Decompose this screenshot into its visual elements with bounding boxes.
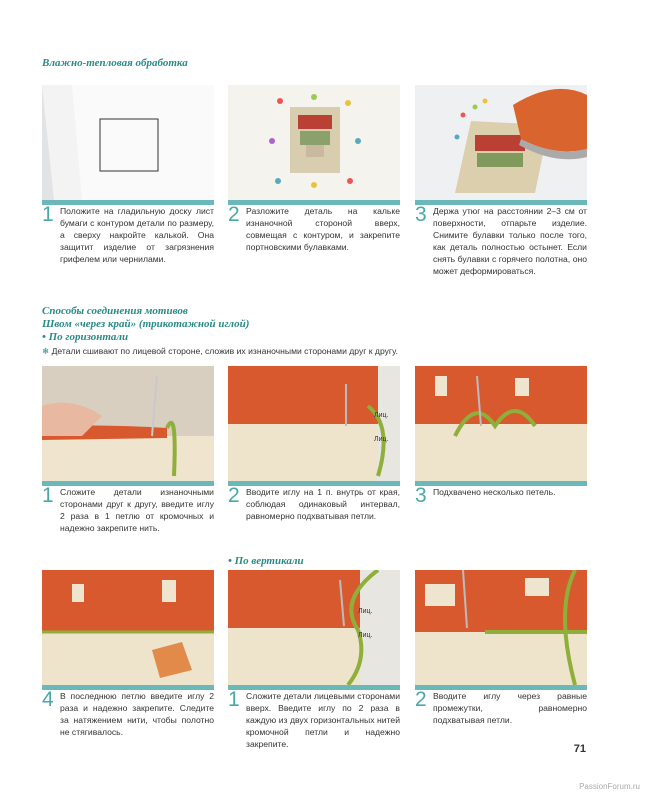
step-text: Подхвачено несколько петель. (433, 487, 556, 497)
step-text: Сложите детали изнаночными сторонами друг к другу, введите иглу 2 раза в 1 петлю от кромочных и надежно закрепите нить. (60, 487, 214, 533)
note-text: Детали сшивают по лицевой стороне, сложив их изнаночными сторонами друг к другу. (51, 346, 398, 356)
step-text: Держа утюг на расстоянии 2–3 см от поверхности, отпарьте изделие. Снимите булавки только после того, как деталь полностью остынет. Если снять булавки с горячего полотна, оно может деформироваться. (433, 206, 587, 276)
step-number: 1 (42, 203, 54, 226)
photo-hold-pieces (42, 366, 214, 481)
step-2-horizontal (228, 486, 400, 522)
label-horizontal (42, 331, 128, 344)
label-face: Лиц. (358, 608, 373, 615)
photo-several-loops (415, 366, 587, 481)
step-number: 4 (42, 688, 54, 711)
page-number: 71 (573, 743, 586, 755)
label-face: Лиц. (358, 632, 373, 639)
photo-even-intervals (415, 570, 587, 685)
step-text: Разложите деталь на кальке изнаночной стороной вверх, совмещая с контуром, и закрепите портновскими булавками. (246, 206, 400, 252)
photo-paper-contour (42, 85, 214, 200)
photo-iron-steaming (415, 85, 587, 200)
step-number: 3 (415, 203, 427, 226)
snowflake-icon: ❄ (42, 346, 50, 356)
step-1-paper (42, 205, 214, 265)
step-number: 1 (228, 688, 240, 711)
step-number: 2 (228, 484, 240, 507)
step-3-horizontal (415, 484, 587, 507)
step-3-steam (415, 205, 587, 277)
label-face: Лиц. (374, 436, 389, 443)
label-horizontal-text: По горизонтали (48, 331, 129, 343)
section-title-joining: Способы соединения мотивов (42, 305, 188, 317)
step-4-horizontal (42, 690, 214, 738)
bullet-icon: • (42, 331, 49, 343)
step-text: В последнюю петлю введите иглу 2 раза и надежно закрепите. Следите за натяжением нити, чтобы полотно не стягивалось. (60, 691, 214, 737)
step-text: Сложите детали лицевыми сторонами вверх. Введите иглу по 2 раза в каждую из двух горизонтальных нитей кромочной петли и надежно закрепите. (246, 691, 400, 749)
watermark: PassionForum.ru (579, 782, 640, 791)
photo-last-loop (42, 570, 214, 685)
step-1-horizontal (42, 486, 214, 534)
step-number: 2 (228, 203, 240, 226)
bullet-icon: • (228, 555, 235, 567)
step-number: 3 (415, 484, 427, 507)
step-number: 2 (415, 688, 427, 711)
photo-vertical-insert (228, 570, 400, 685)
label-vertical (228, 555, 304, 568)
label-face: Лиц. (374, 412, 389, 419)
step-2-pins (228, 205, 400, 253)
step-text: Вводите иглу через равные промежутки, равномерно подхватывая петли. (433, 691, 587, 725)
section-subtitle-overcast-seam: Швом «через край» (трикотажной иглой) (42, 318, 250, 330)
section-title-wet-heat: Влажно-тепловая обработка (42, 57, 188, 69)
step-2-vertical (415, 690, 587, 726)
step-text: Положите на гладильную доску лист бумаги с контуром детали по размеру, а сверху накройте калькой. Она защитит изделие от загрязнения грифелем или чернилами. (60, 206, 214, 264)
note-line (42, 345, 398, 357)
step-text: Вводите иглу на 1 п. внутрь от края, соблюдая одинаковый интервал, равномерно подхватывая петли. (246, 487, 400, 521)
label-vertical-text: По вертикали (234, 555, 304, 567)
step-number: 1 (42, 484, 54, 507)
photo-needle-insert (228, 366, 400, 481)
step-1-vertical (228, 690, 400, 750)
photo-pinned-motif (228, 85, 400, 200)
